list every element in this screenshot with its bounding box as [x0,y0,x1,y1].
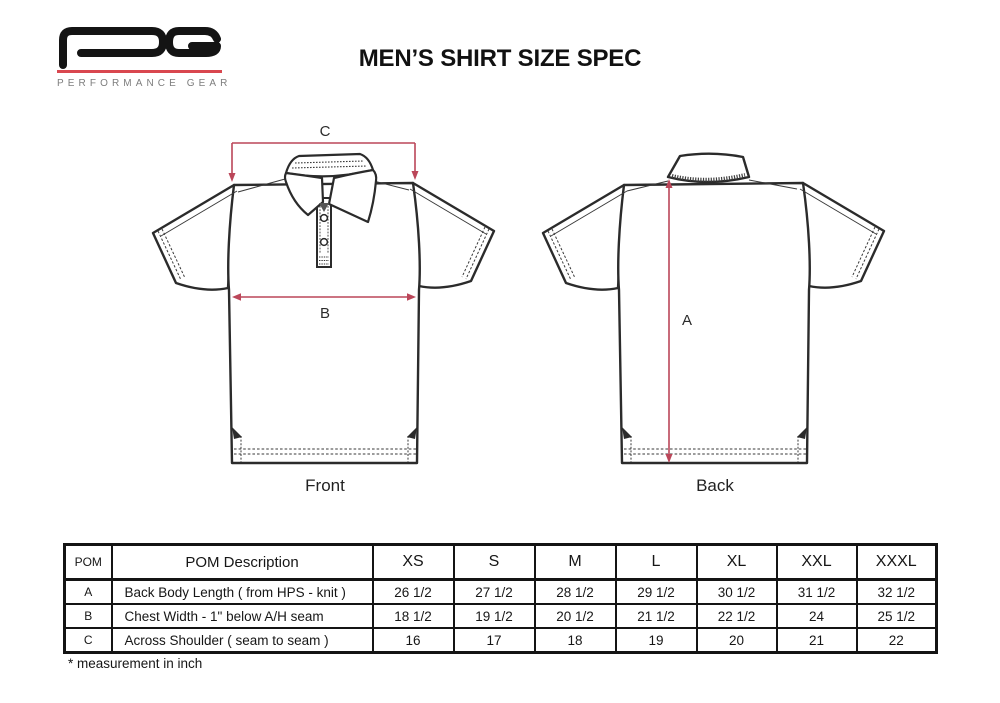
front-shirt-drawing [145,118,505,470]
row-b-pom: B [65,604,112,628]
header-l: L [616,545,697,580]
back-body [618,183,810,463]
row-c-xxxl: 22 [857,628,937,653]
front-left-sleeve [153,185,234,290]
table-row [65,580,937,605]
row-a-l: 29 1/2 [616,580,697,605]
back-shirt-drawing [535,118,895,470]
row-c-s: 17 [454,628,535,653]
back-shirt-outline [543,183,884,463]
header-pom: POM [65,545,112,580]
row-b-xs: 18 1/2 [373,604,454,628]
row-b-xxl: 24 [777,604,857,628]
back-right-sleeve [803,183,884,288]
row-a-xs: 26 1/2 [373,580,454,605]
row-c-xs: 16 [373,628,454,653]
logo-tagline: PERFORMANCE GEAR [57,78,232,89]
row-b-xxxl: 25 1/2 [857,604,937,628]
row-b-s: 19 1/2 [454,604,535,628]
table-row [65,604,937,628]
header-m: M [535,545,616,580]
marker-b-label: B [319,305,331,322]
front-caption: Front [305,476,345,495]
back-caption: Back [696,476,734,495]
row-a-s: 27 1/2 [454,580,535,605]
row-c-l: 19 [616,628,697,653]
placket-button [321,239,328,246]
page-title: MEN’S SHIRT SIZE SPEC [358,45,642,72]
row-a-xxl: 31 1/2 [777,580,857,605]
back-left-sleeve [543,185,624,290]
header-xs: XS [373,545,454,580]
row-c-xxl: 21 [777,628,857,653]
front-right-sleeve [413,183,494,288]
header-desc: POM Description [112,545,373,580]
header-s: S [454,545,535,580]
row-a-pom: A [65,580,112,605]
row-a-m: 28 1/2 [535,580,616,605]
size-spec-table [63,543,938,654]
back-view-figure [535,118,895,496]
row-b-xl: 22 1/2 [697,604,777,628]
header-xxxl: XXXL [857,545,937,580]
row-b-l: 21 1/2 [616,604,697,628]
row-a-desc: Back Body Length ( from HPS - knit ) [112,580,373,605]
header-xxl: XXL [777,545,857,580]
marker-c-label: C [319,123,331,140]
header-xl: XL [697,545,777,580]
row-b-desc: Chest Width - 1" below A/H seam [112,604,373,628]
table-row [65,628,937,653]
row-a-xxxl: 32 1/2 [857,580,937,605]
row-c-desc: Across Shoulder ( seam to seam ) [112,628,373,653]
row-c-m: 18 [535,628,616,653]
row-a-xl: 30 1/2 [697,580,777,605]
placket-button [321,215,328,222]
marker-a-label: A [682,312,693,329]
front-view-figure [145,118,505,496]
row-c-xl: 20 [697,628,777,653]
table-header-row [65,545,937,580]
row-b-m: 20 1/2 [535,604,616,628]
row-c-pom: C [65,628,112,653]
measurement-unit-footnote: * measurement in inch [68,656,203,671]
